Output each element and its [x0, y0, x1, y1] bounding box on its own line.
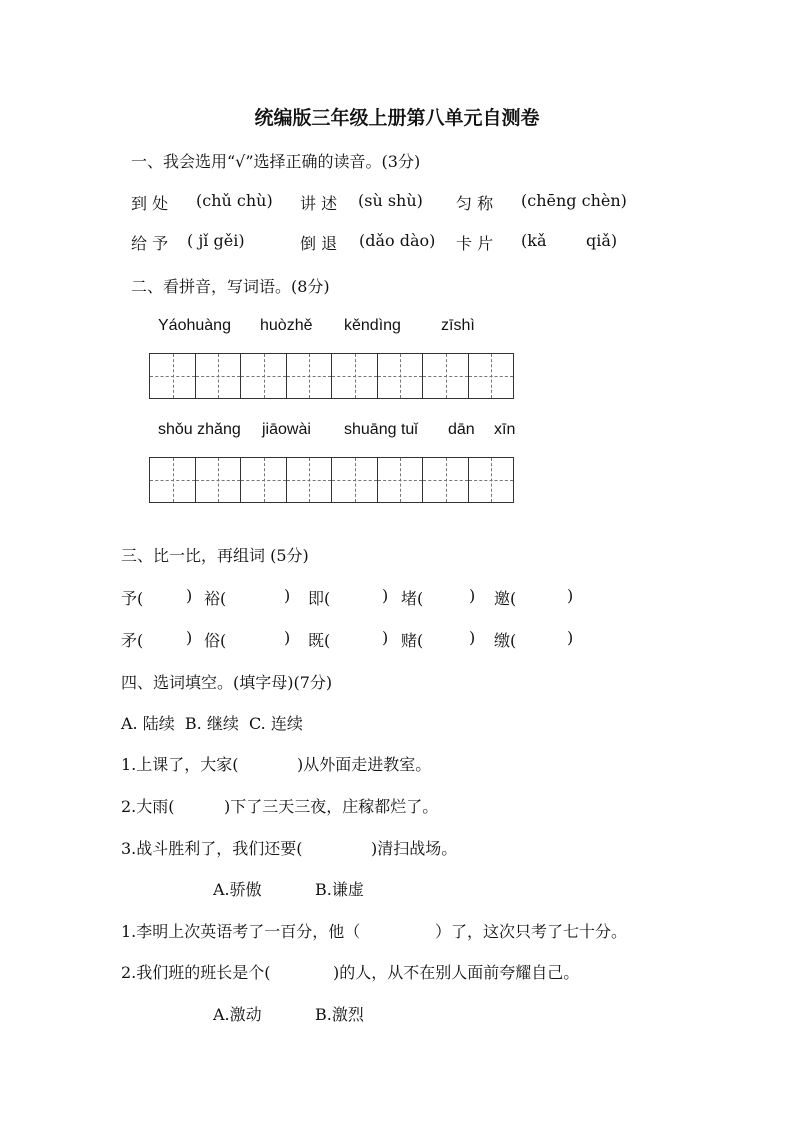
- word-box[interactable]: [241, 353, 332, 399]
- question-4-start: 1.李明上次英语考了一百分，他（: [121, 922, 361, 941]
- options-1: A. 陆续 B. 继续 C. 连续: [121, 714, 303, 733]
- char-blank-close: ): [567, 586, 574, 605]
- question-3-start: 3.战斗胜利了，我们还要(: [121, 839, 303, 858]
- word-box[interactable]: [423, 457, 514, 503]
- char-blank-close: ): [382, 586, 389, 605]
- section-1-heading: 一、我会选用“√”选择正确的读音。(3分): [131, 152, 421, 171]
- word-box[interactable]: [332, 457, 423, 503]
- pinyin-choice[interactable]: qiǎ): [586, 231, 618, 250]
- pinyin-label: huòzhě: [260, 317, 313, 334]
- char-blank-close: ): [186, 586, 193, 605]
- pinyin-choice[interactable]: ( jǐ gěi): [187, 231, 245, 250]
- question-3-end: )清扫战场。: [371, 839, 458, 858]
- section-3-heading: 三、比一比，再组词 (5分): [121, 546, 309, 565]
- pinyin-label: shuāng tuǐ: [344, 421, 418, 438]
- char-blank-open: 予(: [121, 589, 144, 608]
- word: 倒 退: [300, 234, 338, 253]
- char-blank-close: ): [567, 628, 574, 647]
- pinyin-choice[interactable]: (chēng chèn): [521, 191, 627, 210]
- char-blank-close: ): [284, 628, 291, 647]
- char-blank-close: ): [382, 628, 389, 647]
- char-blank-open: 即(: [308, 589, 331, 608]
- section-2-heading: 二、看拼音，写词语。(8分): [131, 277, 330, 296]
- char-blank-open: 缴(: [494, 631, 517, 650]
- pinyin-label: Yáohuàng: [158, 317, 231, 334]
- char-blank-open: 赌(: [401, 631, 424, 650]
- question-4-end: ）了，这次只考了七十分。: [435, 922, 628, 941]
- pinyin-choice[interactable]: (sù shù): [358, 191, 423, 210]
- question-5-start: 2.我们班的班长是个(: [121, 963, 271, 982]
- word-box[interactable]: [332, 353, 423, 399]
- word: 匀 称: [456, 194, 494, 213]
- pinyin-choice[interactable]: (kǎ: [521, 231, 547, 250]
- char-blank-open: 矛(: [121, 631, 144, 650]
- pinyin-label: xīn: [494, 421, 516, 438]
- word: 给 予: [131, 234, 169, 253]
- char-blank-open: 裕(: [204, 589, 227, 608]
- question-2-start: 2.大雨(: [121, 797, 175, 816]
- word: 卡 片: [456, 234, 494, 253]
- char-blank-open: 既(: [308, 631, 331, 650]
- word-box[interactable]: [423, 353, 514, 399]
- pinyin-choice[interactable]: (dǎo dào): [359, 231, 436, 250]
- option-b: B.谦虚: [315, 880, 364, 899]
- writing-grid-row-2: [149, 457, 514, 503]
- pinyin-label: zīshì: [441, 317, 475, 334]
- pinyin-label: jiāowài: [262, 421, 311, 438]
- word-box[interactable]: [241, 457, 332, 503]
- word-box[interactable]: [149, 457, 241, 503]
- section-4-heading: 四、选词填空。(填字母)(7分): [121, 673, 333, 692]
- pinyin-choice[interactable]: (chǔ chù): [196, 191, 273, 210]
- question-1-start: 1.上课了，大家(: [121, 755, 239, 774]
- question-1-end: )从外面走进教室。: [297, 755, 432, 774]
- char-blank-open: 邀(: [494, 589, 517, 608]
- pinyin-label: kěndìng: [344, 317, 401, 334]
- question-2-end: )下了三天三夜，庄稼都烂了。: [224, 797, 439, 816]
- question-5-end: )的人，从不在别人面前夸耀自己。: [333, 963, 580, 982]
- char-blank-close: ): [186, 628, 193, 647]
- option-a: A.激动: [213, 1005, 262, 1024]
- pinyin-label: shǒu zhǎng: [158, 421, 241, 438]
- page-title: 统编版三年级上册第八单元自测卷: [254, 107, 540, 129]
- word: 到 处: [131, 194, 169, 213]
- word-box[interactable]: [149, 353, 241, 399]
- char-blank-open: 俗(: [204, 631, 227, 650]
- char-blank-open: 堵(: [401, 589, 424, 608]
- option-a: A.骄傲: [213, 880, 262, 899]
- writing-grid-row-1: [149, 353, 514, 399]
- char-blank-close: ): [284, 586, 291, 605]
- char-blank-close: ): [469, 586, 476, 605]
- word: 讲 述: [300, 194, 338, 213]
- char-blank-close: ): [469, 628, 476, 647]
- option-b: B.激烈: [315, 1005, 364, 1024]
- pinyin-label: dān: [448, 421, 475, 438]
